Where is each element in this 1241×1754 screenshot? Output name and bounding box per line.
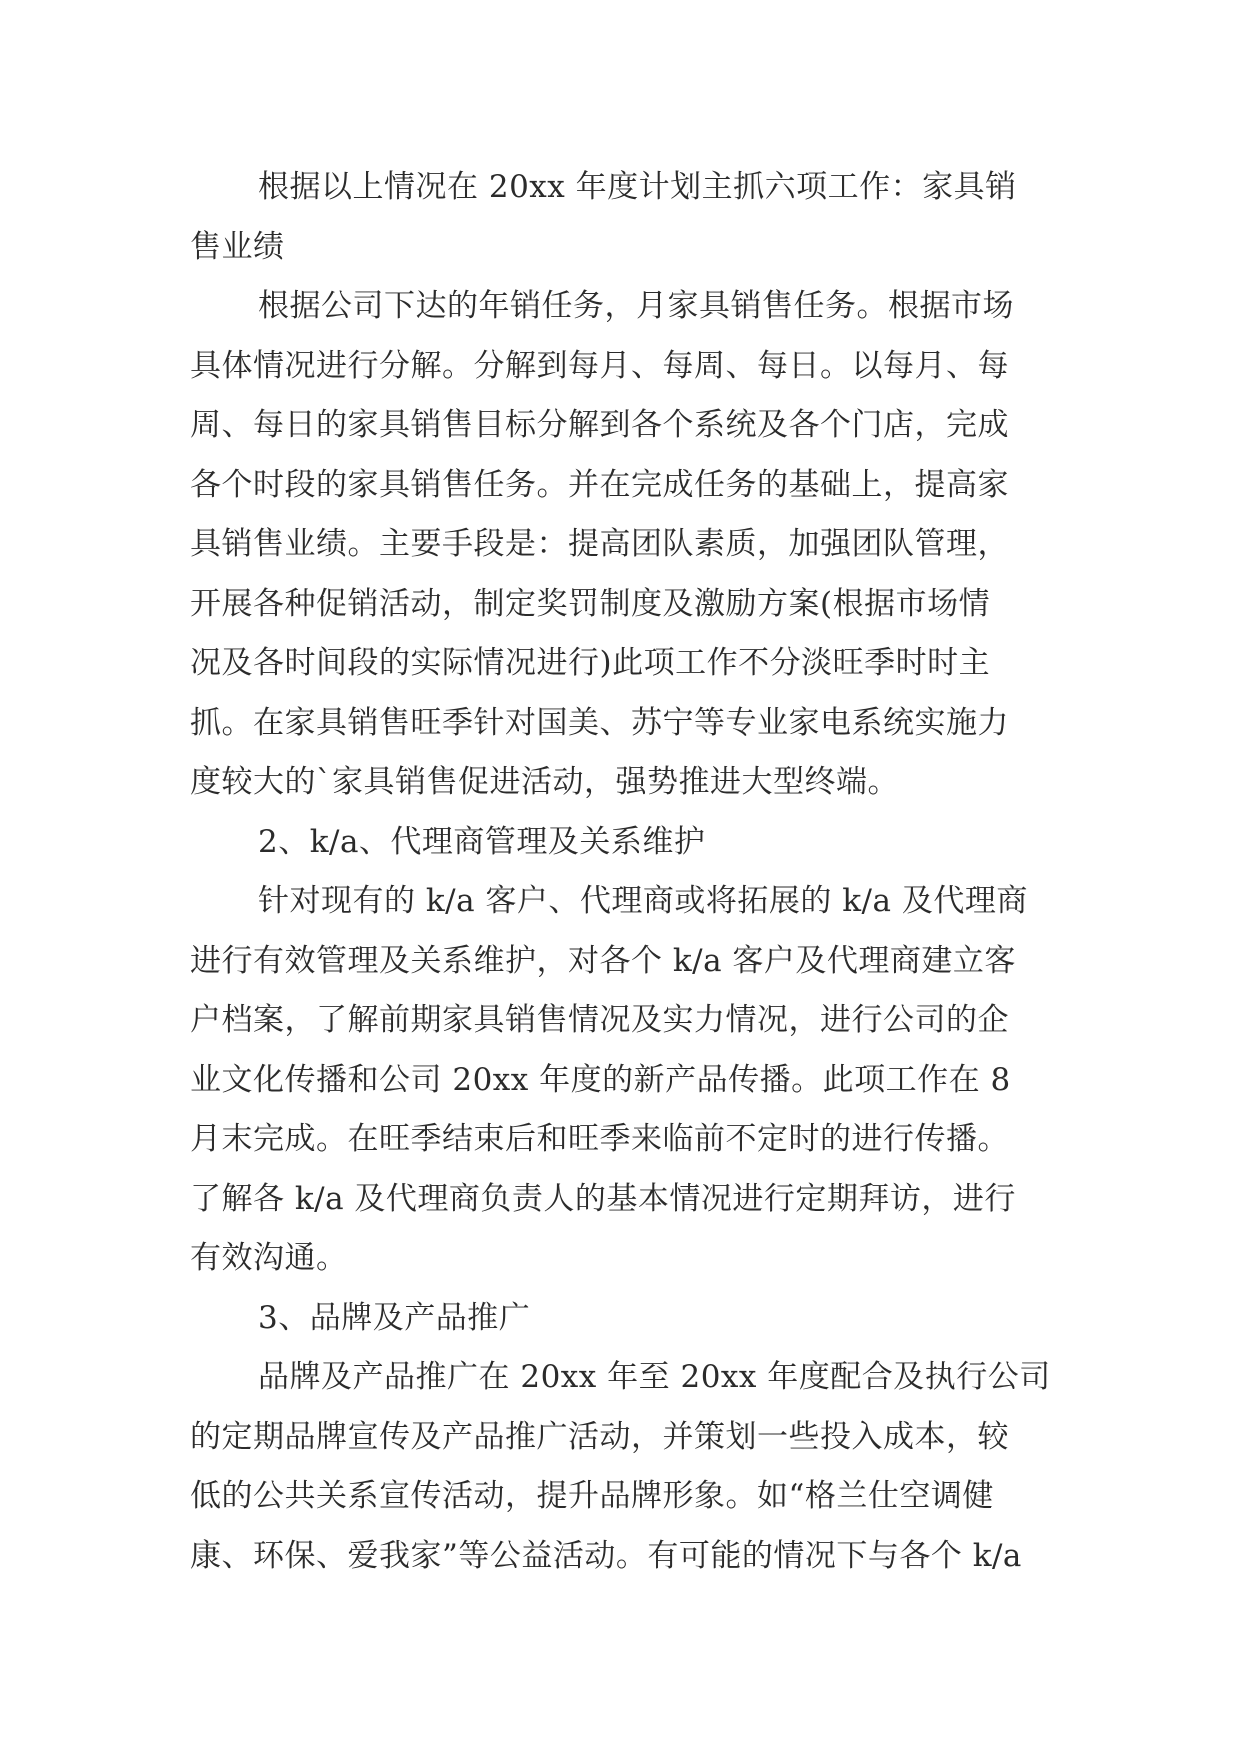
paragraph-line: 业文化传播和公司 20xx 年度的新产品传播。此项工作在 8	[190, 1061, 1011, 1098]
paragraph-line: 抓。在家具销售旺季针对国美、苏宁等专业家电系统实施力	[190, 704, 1009, 741]
paragraph-line: 月末完成。在旺季结束后和旺季来临前不定时的进行传播。	[190, 1121, 1009, 1157]
paragraph-line: 度较大的`家具销售促进活动，强势推进大型终端。	[190, 764, 899, 800]
paragraph-line: 各个时段的家具销售任务。并在完成任务的基础上，提高家	[190, 466, 1009, 503]
paragraph-line: 有效沟通。	[190, 1240, 348, 1276]
section-heading: 3、品牌及产品推广	[258, 1299, 531, 1336]
paragraph-line: 了解各 k/a 及代理商负责人的基本情况进行定期拜访，进行	[190, 1180, 1016, 1217]
paragraph-line: 品牌及产品推广在 20xx 年至 20xx 年度配合及执行公司	[258, 1359, 1051, 1395]
paragraph-line: 售业绩	[190, 228, 285, 265]
paragraph-line: 况及各时间段的实际情况进行)此项工作不分淡旺季时时主	[190, 645, 991, 681]
section-heading: 2、k/a、代理商管理及关系维护	[258, 823, 706, 860]
paragraph-line: 开展各种促销活动，制定奖罚制度及激励方案(根据市场情	[190, 585, 991, 622]
paragraph-line: 进行有效管理及关系维护，对各个 k/a 客户及代理商建立客	[190, 942, 1016, 979]
paragraph-line: 低的公共关系宣传活动，提升品牌形象。如“格兰仕空调健	[190, 1478, 994, 1514]
paragraph-line: 针对现有的 k/a 客户、代理商或将拓展的 k/a 及代理商	[258, 883, 1028, 919]
paragraph-line: 周、每日的家具销售目标分解到各个系统及各个门店，完成	[190, 407, 1009, 443]
paragraph-line: 根据公司下达的年销任务，月家具销售任务。根据市场	[258, 288, 1014, 324]
paragraph-line: 具体情况进行分解。分解到每月、每周、每日。以每月、每	[190, 347, 1009, 384]
paragraph-line: 康、环保、爱我家”等公益活动。有可能的情况下与各个 k/a	[190, 1537, 1022, 1574]
paragraph-line: 户档案，了解前期家具销售情况及实力情况，进行公司的企	[190, 1002, 1009, 1038]
paragraph-line: 根据以上情况在 20xx 年度计划主抓六项工作：家具销	[258, 169, 1017, 205]
paragraph-line: 具销售业绩。主要手段是：提高团队素质，加强团队管理，	[190, 526, 1009, 562]
paragraph-line: 的定期品牌宣传及产品推广活动，并策划一些投入成本，较	[190, 1418, 1009, 1455]
document-body	[190, 158, 1050, 1586]
